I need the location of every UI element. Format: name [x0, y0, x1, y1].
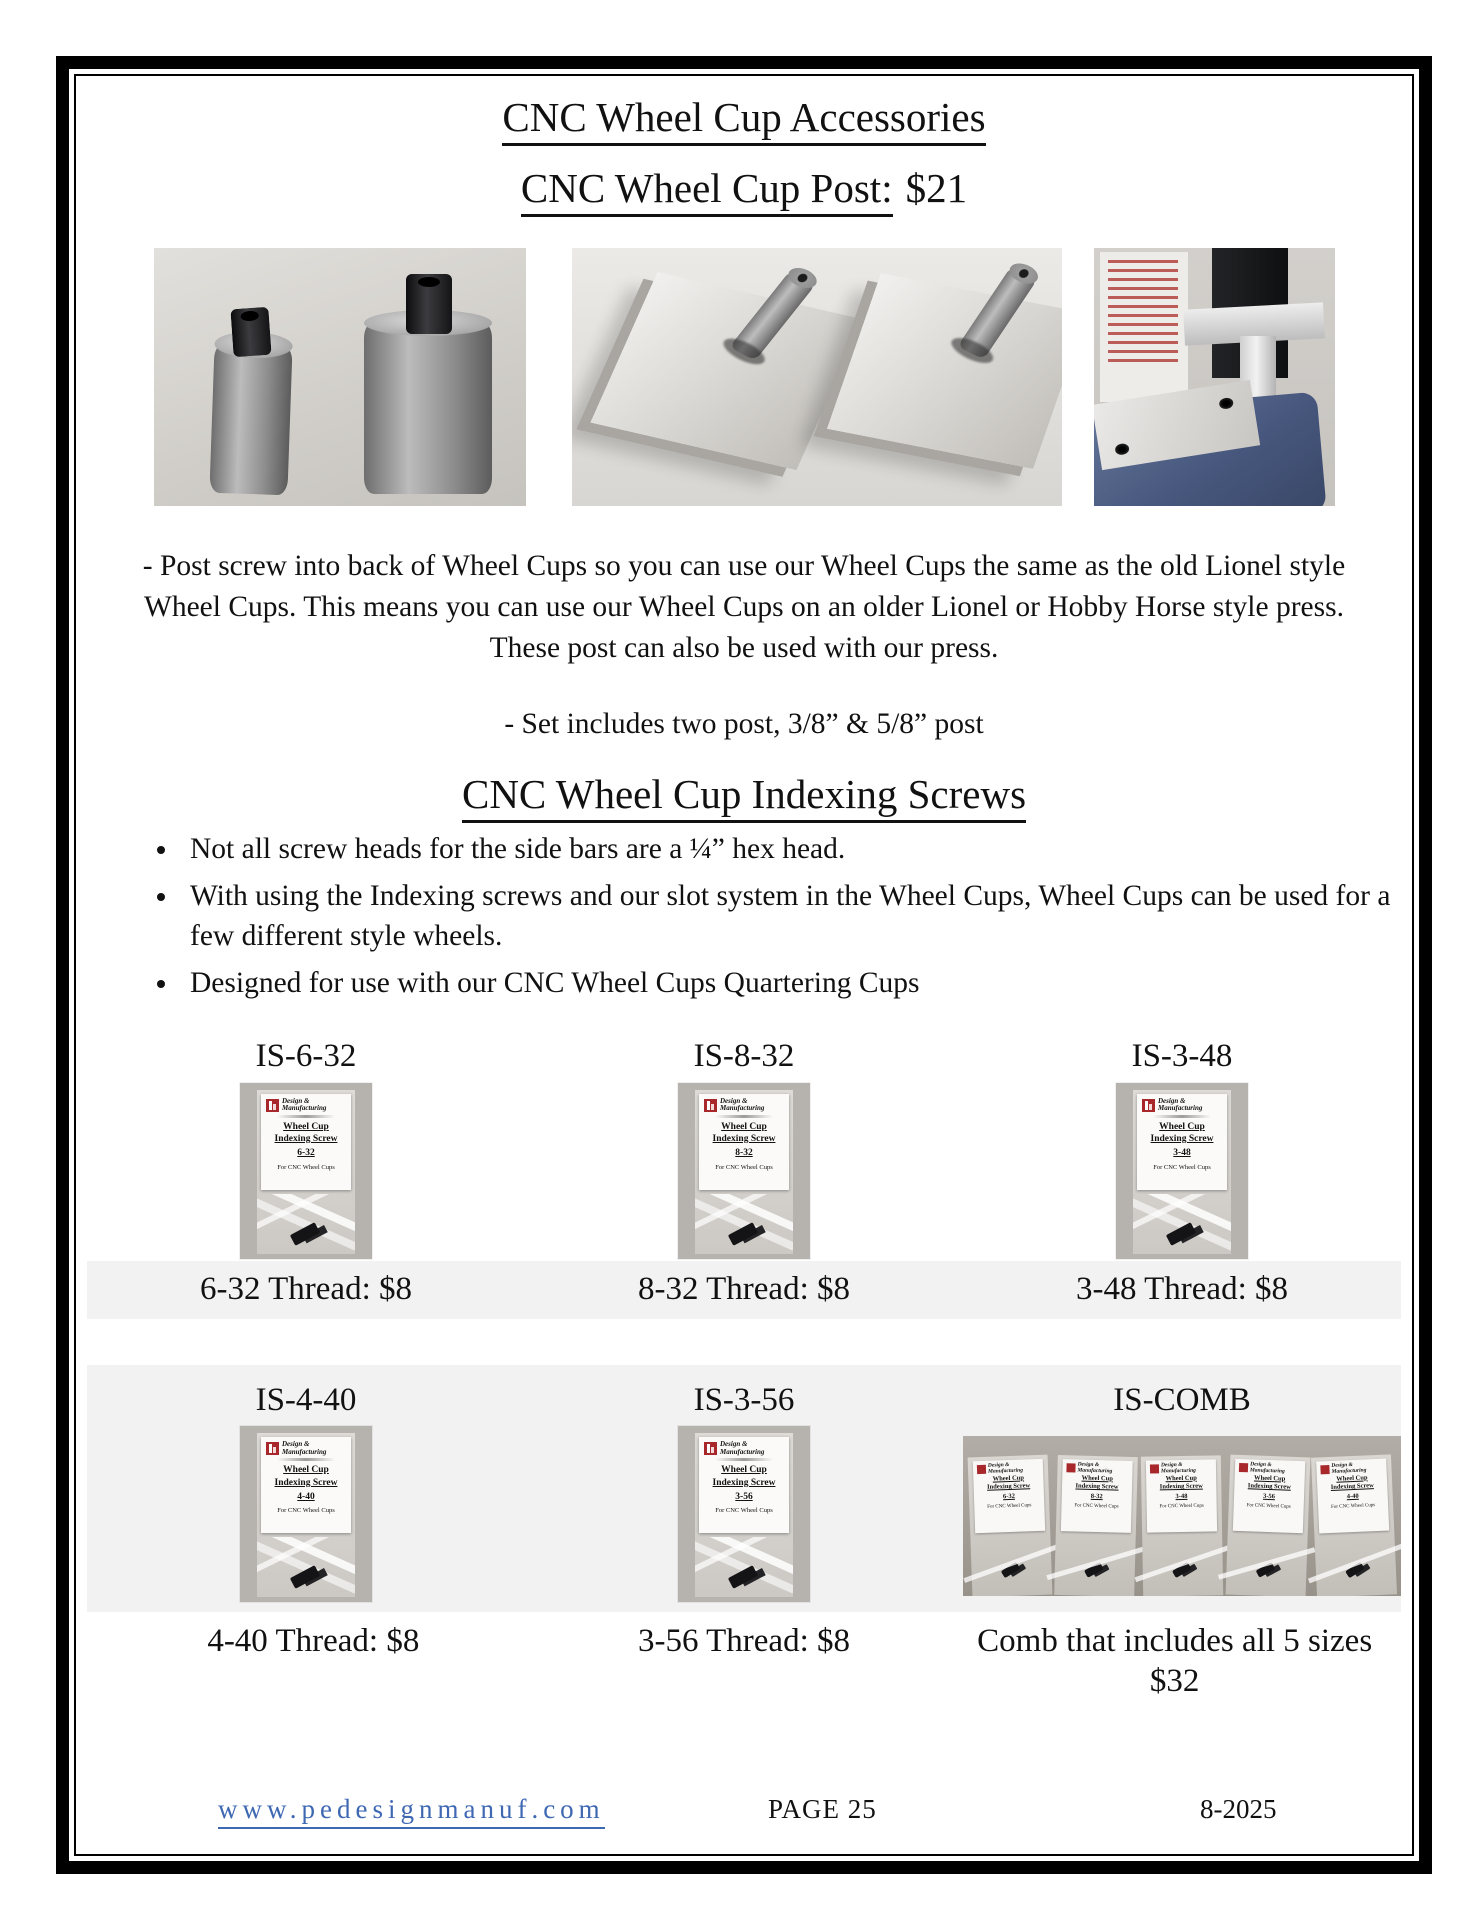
bag-lower	[695, 1537, 793, 1597]
post-cylinder-large	[364, 322, 492, 494]
product-cell-is-comb	[963, 1381, 1401, 1603]
label-title-line2: Indexing Screw	[274, 1477, 338, 1488]
product-photo	[678, 1426, 810, 1602]
label-for-line: For CNC Wheel Cups	[715, 1163, 773, 1171]
mini-size: 8-32	[1090, 1493, 1103, 1501]
post-cylinder-small	[209, 343, 292, 496]
mini-brand	[1077, 1460, 1132, 1476]
mini-title-line1: Wheel Cup	[1165, 1474, 1197, 1482]
brand-line2: Manufacturing	[720, 1447, 765, 1456]
brand-line1: Design &	[1077, 1461, 1100, 1469]
brand-line2: Manufacturing	[720, 1104, 765, 1113]
mini-size: 4-40	[1346, 1492, 1359, 1501]
product-photo	[240, 1426, 372, 1602]
brand-line2: Manufacturing	[1160, 1467, 1196, 1475]
label-title-line1: Wheel Cup	[721, 1121, 767, 1132]
photo-press	[1094, 248, 1335, 506]
set-screw	[230, 307, 271, 358]
product-price: 3-48 Thread: $8	[1075, 1270, 1288, 1307]
brand-line1: Design &	[720, 1096, 748, 1105]
product-code: IS-3-56	[693, 1381, 795, 1418]
brand-line2: Manufacturing	[282, 1447, 327, 1456]
comb-packet	[1054, 1455, 1138, 1596]
screws-in-bag	[1001, 1562, 1021, 1578]
photo-two-posts	[154, 248, 526, 506]
pe-logo-icon	[977, 1465, 986, 1474]
set-note: - Set includes two post, 3/8” & 5/8” post	[504, 708, 984, 741]
screws-in-bag	[1256, 1562, 1276, 1578]
mini-title-line2: Indexing Screw	[1075, 1482, 1119, 1492]
brand-text	[720, 1441, 764, 1456]
brand-line1: Design &	[1331, 1462, 1354, 1470]
plastic-bag	[257, 1433, 355, 1597]
page-title-row	[76, 94, 1412, 141]
price-band-row1	[87, 1261, 1401, 1319]
page-title: CNC Wheel Cup Accessories	[502, 94, 985, 146]
comb-packet	[1311, 1454, 1397, 1596]
product-code: IS-COMB	[1113, 1381, 1251, 1418]
pe-logo-icon	[266, 1442, 279, 1455]
label-title-line1: Wheel Cup	[1159, 1121, 1205, 1132]
mini-size: 3-48	[1175, 1493, 1188, 1501]
footer-date: 8-2025	[1200, 1794, 1277, 1824]
packet-label-card	[1137, 1094, 1227, 1190]
product-photo	[678, 1083, 810, 1259]
screws-in-bag	[1166, 1222, 1196, 1246]
mini-title-line2: Indexing Screw	[1330, 1482, 1374, 1492]
pe-logo-icon	[1239, 1463, 1248, 1472]
bullet-item: • Not all screw heads for the side bars are a ¼” hex head.	[180, 829, 1400, 869]
label-size: 8-32	[735, 1148, 753, 1159]
label-title-line1: Wheel Cup	[283, 1121, 329, 1132]
bullet-list	[142, 829, 1400, 1003]
pe-logo-icon	[704, 1099, 717, 1112]
price-row-2	[98, 1622, 1390, 1701]
bag-lower	[695, 1194, 793, 1254]
product-photo-comb	[963, 1436, 1401, 1596]
photo-posts-in-blocks	[572, 248, 1062, 506]
brand-row	[1137, 1094, 1227, 1113]
pe-logo-icon	[266, 1099, 279, 1112]
product-code: IS-8-32	[693, 1037, 795, 1074]
mini-for-line: For CNC Wheel Cups	[987, 1503, 1032, 1510]
brand-line2: Manufacturing	[1249, 1467, 1285, 1475]
mini-title-line1: Wheel Cup	[1081, 1474, 1113, 1483]
product-price: 6-32 Thread: $8	[199, 1270, 412, 1307]
packet-label-card	[699, 1094, 789, 1190]
pe-logo-icon	[1320, 1465, 1329, 1474]
label-size: 4-40	[297, 1491, 315, 1502]
mini-title-line2: Indexing Screw	[986, 1482, 1031, 1492]
brand-line1: Design &	[1250, 1461, 1272, 1469]
brand-tagline-smudge	[715, 1458, 773, 1461]
brand-line1: Design &	[282, 1440, 310, 1449]
label-title-line2: Indexing Screw	[712, 1134, 776, 1144]
brand-tagline-smudge	[277, 1115, 335, 1118]
product-cell-is-6-32	[87, 1037, 525, 1259]
label-title-line2: Indexing Screw	[712, 1477, 776, 1488]
product-code: IS-3-48	[1131, 1037, 1233, 1074]
mini-label-card	[973, 1459, 1045, 1533]
packet-label-card	[699, 1437, 789, 1533]
mini-label-card	[1061, 1459, 1133, 1533]
page-number: PAGE 25	[768, 1794, 877, 1824]
mini-size: 3-56	[1262, 1493, 1276, 1501]
post-heading: CNC Wheel Cup Post:	[521, 165, 893, 217]
pe-logo-icon	[1142, 1099, 1155, 1112]
screws-in-bag	[1345, 1562, 1364, 1578]
comb-packet	[1226, 1455, 1311, 1596]
brand-text	[720, 1098, 764, 1113]
plastic-bag	[695, 1433, 793, 1597]
brand-text	[282, 1441, 326, 1456]
brand-line1: Design &	[282, 1096, 310, 1105]
bag-lower	[257, 1537, 355, 1597]
screws-in-bag	[290, 1565, 320, 1589]
bullet-item: • With using the Indexing screws and our slot system in the Wheel Cups, Wheel Cups can be used for a few different style wheels.	[180, 876, 1400, 956]
product-row-1	[87, 1037, 1401, 1259]
product-price: 8-32 Thread: $8	[637, 1270, 850, 1307]
post-description: - Post screw into back of Wheel Cups so you can use our Wheel Cups the same as the old Lionel style Wheel Cups. This means you can use our Wheel Cups on an older Lionel or Hobby Horse style press. These post can also be used with our press.	[142, 550, 1346, 664]
label-title-line1: Wheel Cup	[721, 1465, 767, 1476]
product-cell-is-3-56	[525, 1381, 963, 1603]
brand-tagline-smudge	[1153, 1115, 1211, 1118]
brand-row	[261, 1437, 351, 1456]
pe-logo-icon	[704, 1442, 717, 1455]
mini-for-line: For CNC Wheel Cups	[1074, 1503, 1119, 1510]
plastic-bag	[257, 1090, 355, 1254]
mini-for-line: For CNC Wheel Cups	[1330, 1503, 1376, 1510]
label-title-line2: Indexing Screw	[274, 1134, 338, 1144]
brand-tagline-smudge	[715, 1115, 773, 1118]
mini-brand	[1161, 1460, 1216, 1475]
mini-title-line1: Wheel Cup	[1336, 1474, 1368, 1483]
page-footer	[76, 1794, 1412, 1836]
post-photos-row	[76, 248, 1412, 506]
mini-label-card	[1316, 1459, 1389, 1534]
comb-packet	[968, 1455, 1053, 1596]
aluminum-block	[827, 274, 1062, 470]
aluminum-block	[590, 272, 863, 470]
label-title-line2: Indexing Screw	[1150, 1134, 1214, 1144]
product-price: 3-56 Thread: $8	[637, 1623, 850, 1660]
brand-line1: Design &	[987, 1462, 1010, 1469]
bullet-item: • Designed for use with our CNC Wheel Cups Quartering Cups	[180, 963, 1400, 1003]
plastic-bag	[695, 1090, 793, 1254]
brand-line2: Manufacturing	[1158, 1104, 1203, 1113]
screws-in-bag	[290, 1222, 320, 1246]
label-title-line1: Wheel Cup	[283, 1465, 329, 1476]
bag-lower	[257, 1194, 355, 1254]
label-for-line: For CNC Wheel Cups	[715, 1507, 773, 1515]
block-post	[957, 267, 1037, 360]
mini-size: 6-32	[1002, 1493, 1016, 1501]
post-heading-row	[76, 165, 1412, 212]
label-size: 3-56	[735, 1491, 753, 1502]
pe-logo-icon	[1150, 1465, 1159, 1474]
plastic-bag	[1133, 1090, 1231, 1254]
label-size: 3-48	[1173, 1148, 1191, 1159]
packet-label-card	[261, 1437, 351, 1533]
label-for-line: For CNC Wheel Cups	[277, 1163, 335, 1171]
pe-logo-icon	[1066, 1463, 1075, 1472]
brand-line2: Manufacturing	[1331, 1467, 1367, 1475]
screws-heading: CNC Wheel Cup Indexing Screws	[462, 771, 1026, 823]
mini-for-line: For CNC Wheel Cups	[1159, 1503, 1204, 1510]
product-photo	[1116, 1083, 1248, 1259]
screws-in-bag	[728, 1222, 758, 1246]
mini-for-line: For CNC Wheel Cups	[1246, 1503, 1291, 1510]
brand-line2: Manufacturing	[987, 1467, 1024, 1475]
product-cell-is-4-40	[87, 1381, 525, 1603]
brand-line1: Design &	[1160, 1462, 1183, 1469]
comb-price-line1: Comb that includes all 5 sizes	[977, 1623, 1373, 1660]
brand-row	[699, 1094, 789, 1113]
page-border-inner	[74, 74, 1414, 1856]
comb-price-line2: $32	[1149, 1662, 1200, 1699]
products-grid	[87, 1037, 1401, 1701]
row-gap	[87, 1319, 1401, 1365]
mini-label-card	[1233, 1459, 1305, 1533]
brand-text	[282, 1098, 326, 1113]
product-cell-is-8-32	[525, 1037, 963, 1259]
product-code: IS-4-40	[255, 1381, 357, 1418]
post-price: $21	[905, 165, 968, 212]
mini-brand	[1250, 1459, 1305, 1475]
brand-line1: Design &	[720, 1440, 748, 1449]
brand-row	[699, 1437, 789, 1456]
set-screw	[406, 274, 452, 334]
brand-tagline-smudge	[277, 1458, 335, 1461]
screws-in-bag	[1084, 1562, 1104, 1578]
screws-in-bag	[728, 1565, 758, 1589]
website-link[interactable]: www.pedesignmanuf.com	[218, 1794, 605, 1829]
brand-line2: Manufacturing	[1077, 1467, 1113, 1475]
label-for-line: For CNC Wheel Cups	[1153, 1163, 1211, 1171]
comb-packet	[1141, 1455, 1223, 1596]
bag-lower	[1133, 1194, 1231, 1254]
mini-title-line2: Indexing Screw	[1159, 1483, 1203, 1491]
brand-line1: Design &	[1158, 1096, 1186, 1105]
screws-heading-row	[76, 771, 1412, 818]
product-photo	[240, 1083, 372, 1259]
label-for-line: For CNC Wheel Cups	[277, 1507, 335, 1515]
product-row-2	[87, 1381, 1401, 1603]
mini-title-line2: Indexing Screw	[1247, 1482, 1291, 1492]
mini-title-line1: Wheel Cup	[992, 1474, 1025, 1483]
brand-row	[261, 1094, 351, 1113]
product-cell-is-3-48	[963, 1037, 1401, 1259]
page-border-outer	[56, 56, 1432, 1874]
brand-line2: Manufacturing	[282, 1104, 327, 1113]
product-price-comb	[959, 1622, 1390, 1701]
mini-title-line1: Wheel Cup	[1253, 1474, 1286, 1483]
instruction-card	[1100, 252, 1188, 402]
packet-label-card	[261, 1094, 351, 1190]
brand-text	[1158, 1098, 1202, 1113]
screws-in-bag	[1172, 1562, 1192, 1578]
product-band-row2	[87, 1365, 1401, 1613]
product-code: IS-6-32	[255, 1037, 357, 1074]
label-size: 6-32	[297, 1148, 315, 1159]
product-price: 4-40 Thread: $8	[207, 1623, 420, 1660]
mini-label-card	[1146, 1460, 1217, 1533]
block-post	[729, 271, 816, 361]
